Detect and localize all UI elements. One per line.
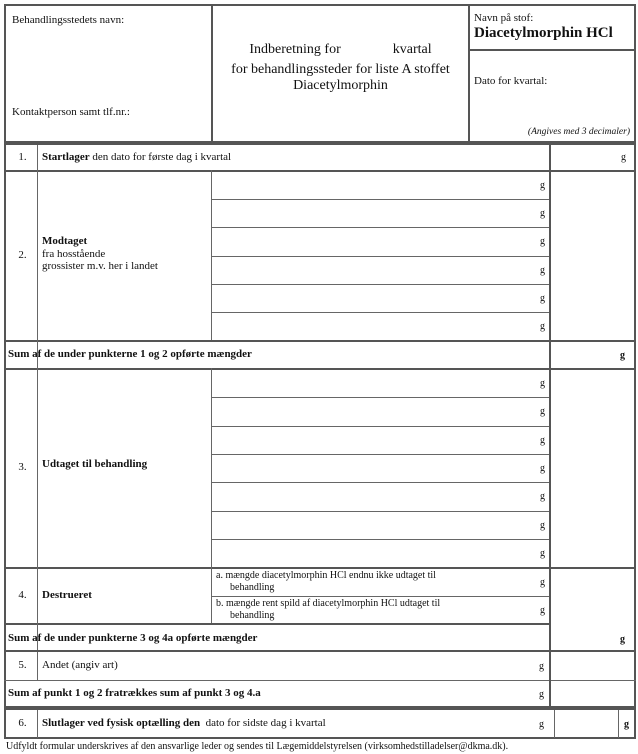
header-facility-cell[interactable] — [4, 4, 213, 143]
row4-number: 4. — [18, 589, 27, 601]
row3-entry-unit: g — [540, 519, 545, 531]
row3-entry-divider — [212, 454, 549, 455]
row2-entry-unit: g — [540, 292, 545, 304]
row4-label: Destrueret — [42, 589, 92, 601]
quarter-date-label: Dato for kvartal: — [474, 75, 548, 87]
row4a-line2: behandling — [230, 582, 275, 593]
row1-label-rest: den dato for første dag i kvartal — [89, 151, 232, 163]
row2-entry-unit: g — [540, 236, 545, 248]
row4b-field[interactable] — [212, 597, 549, 623]
decimals-note: (Angives med 3 decimaler) — [527, 127, 630, 137]
row4a-unit: g — [540, 577, 545, 588]
sum12-unit: g — [620, 350, 625, 361]
row1-number: 1. — [18, 151, 27, 163]
title-line3: Diacetylmorphin — [293, 78, 388, 93]
title-line1-a: Indberetning for — [249, 42, 341, 57]
title-line2: for behandlingssteder for liste A stoffet — [231, 62, 450, 77]
sum12-label: Sum af de under punkterne 1 og 2 opførte mængder — [8, 348, 252, 360]
row3-entry-unit: g — [540, 378, 545, 390]
sumpkt-unit: g — [539, 689, 544, 700]
row3-entry-unit: g — [540, 406, 545, 418]
row2-entry-divider — [212, 284, 549, 285]
row3-entry-unit: g — [540, 491, 545, 503]
sum34-label: Sum af de under punkterne 3 og 4a opførte mængder — [8, 632, 258, 644]
row2-entry-field[interactable] — [212, 256, 549, 284]
header-quarter-date-cell[interactable] — [468, 49, 636, 143]
row2-entry-field[interactable] — [212, 312, 549, 340]
row2-entry-unit: g — [540, 264, 545, 276]
row6-unit: g — [539, 719, 544, 730]
row5-number: 5. — [18, 659, 27, 671]
facility-name-label: Behandlingsstedets navn: — [12, 14, 125, 26]
sumpkt-label: Sum af punkt 1 og 2 fratrækkes sum af punkt 3 og 4.a — [8, 687, 261, 699]
row4b-line1: b. mængde rent spild af diacetylmorphin HCl udtaget til — [216, 598, 441, 609]
row2-entry-unit: g — [540, 321, 545, 333]
row4b-line2: behandling — [230, 610, 275, 621]
row6-label-bold: Slutlager ved fysisk optælling den — [42, 717, 201, 729]
row5-label: Andet (angiv art) — [42, 659, 118, 671]
substance-label: Navn på stof: — [474, 12, 534, 24]
row3-entry-field[interactable] — [212, 539, 549, 567]
row1-label — [42, 151, 231, 163]
row2-entry-field[interactable] — [212, 199, 549, 227]
row3-entry-field[interactable] — [212, 511, 549, 539]
row3-entry-field[interactable] — [212, 397, 549, 425]
row3-entry-divider — [212, 397, 549, 398]
row2-sublabel-1: fra hosstående — [42, 248, 106, 260]
row2-sublabel-2: grossister m.v. her i landet — [42, 260, 158, 272]
row6-unit-final: g — [624, 719, 629, 730]
row2-entry-divider — [212, 256, 549, 257]
row2-entry-field[interactable] — [212, 227, 549, 255]
row3-label: Udtaget til behandling — [42, 458, 148, 470]
sumpkt-field[interactable] — [550, 681, 634, 707]
row3-entry-field[interactable] — [212, 426, 549, 454]
row3-entry-unit: g — [540, 463, 545, 475]
row2-entry-divider — [212, 312, 549, 313]
row3-entry-unit: g — [540, 434, 545, 446]
row3-entry-field[interactable] — [212, 454, 549, 482]
row2-entry-unit: g — [540, 180, 545, 192]
row4b-unit: g — [540, 605, 545, 616]
row3-entry-field[interactable] — [212, 369, 549, 397]
row3-entry-divider — [212, 482, 549, 483]
row3-entry-field[interactable] — [212, 482, 549, 510]
row4a-field[interactable] — [212, 569, 549, 596]
row6-total-field[interactable] — [556, 710, 618, 738]
footer-note: Udfyldt formular underskrives af den ansvarlige leder og sendes til Lægemiddelstyrelsen (virksomhedstilladelser@dkma.dk). — [6, 741, 509, 752]
header-title-cell — [211, 4, 470, 143]
row2-entry-divider — [212, 227, 549, 228]
row2-entry-field[interactable] — [212, 284, 549, 312]
row6-label-rest: dato for sidste dag i kvartal — [200, 717, 326, 729]
row3-entry-divider — [212, 511, 549, 512]
title-line1-b: kvartal — [392, 42, 432, 57]
row2-entry-field[interactable] — [212, 171, 549, 199]
row6-label — [42, 717, 326, 729]
row1-unit: g — [621, 152, 626, 163]
row2-number: 2. — [18, 249, 27, 261]
row5-unit: g — [539, 661, 544, 672]
row6-number: 6. — [18, 717, 27, 729]
contact-label: Kontaktperson samt tlf.nr.: — [12, 106, 130, 118]
row1-label-bold: Startlager — [42, 151, 90, 163]
row4a-line1: a. mængde diacetylmorphin HCl endnu ikke udtaget til — [216, 570, 436, 581]
row3-entry-unit: g — [540, 547, 545, 559]
row2-entry-divider — [212, 199, 549, 200]
header-substance-cell — [468, 4, 636, 51]
substance-name: Diacetylmorphin HCl — [474, 25, 613, 41]
row3-entry-divider — [212, 426, 549, 427]
row2-label: Modtaget — [42, 235, 88, 247]
sum34-unit: g — [620, 634, 625, 645]
row5-field[interactable] — [212, 652, 549, 679]
row2-entry-unit: g — [540, 208, 545, 220]
row3-number: 3. — [18, 461, 27, 473]
row3-entry-divider — [212, 539, 549, 540]
